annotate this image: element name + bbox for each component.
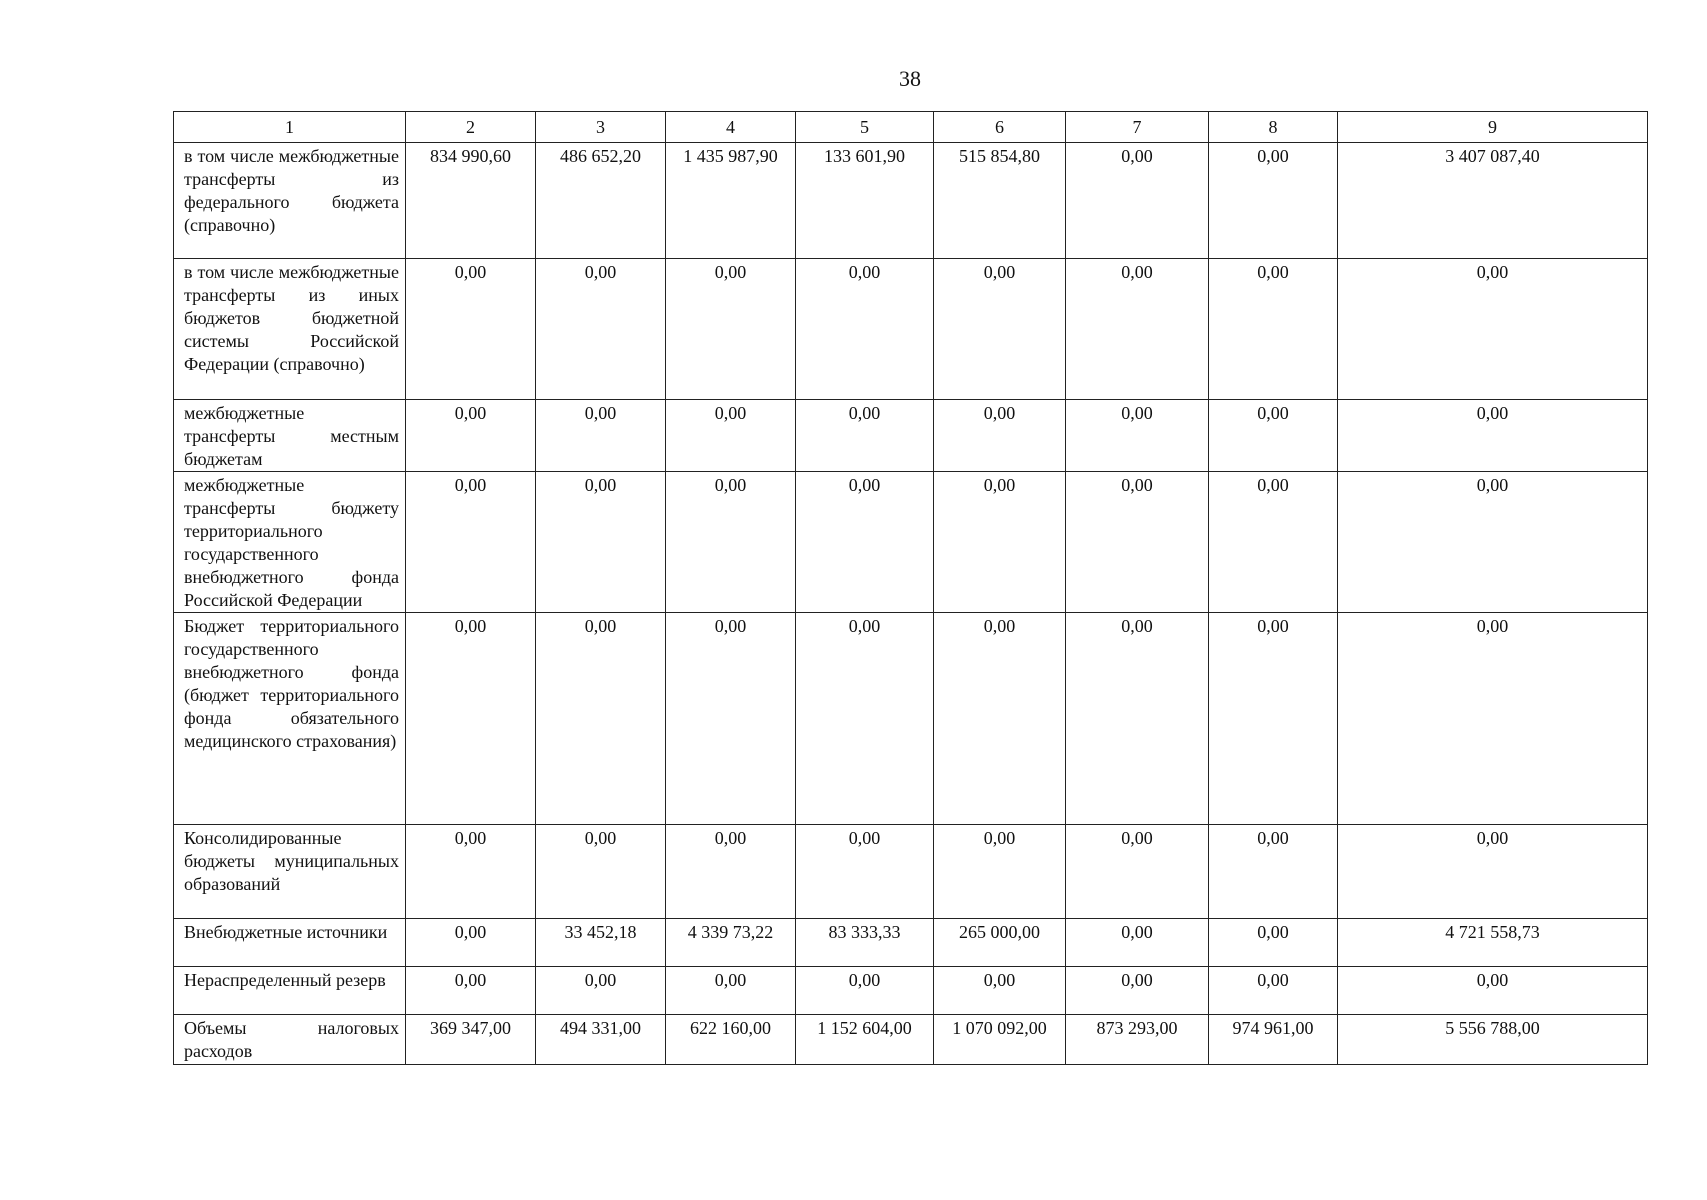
row-label: Нераспределенный резерв (174, 967, 406, 1015)
table-row (174, 613, 1648, 825)
table-cell: 0,00 (406, 613, 536, 825)
table-cell: 0,00 (1338, 472, 1648, 613)
row-label: межбюджетные трансферты бюджету территориального государственного внебюджетного фонда Российской Федерации (174, 472, 406, 613)
table-cell: 0,00 (666, 259, 796, 400)
table-cell: 0,00 (934, 967, 1066, 1015)
table-cell: 0,00 (1209, 613, 1338, 825)
table-cell: 0,00 (1338, 613, 1648, 825)
table-cell: 0,00 (666, 825, 796, 919)
table-cell: 0,00 (1066, 967, 1209, 1015)
table-cell: 0,00 (406, 472, 536, 613)
table-row (174, 1015, 1648, 1065)
table-row (174, 919, 1648, 967)
column-header: 9 (1338, 112, 1648, 143)
table-cell: 0,00 (1209, 825, 1338, 919)
table-cell: 0,00 (666, 400, 796, 472)
table-cell: 0,00 (536, 825, 666, 919)
table-cell: 0,00 (1209, 472, 1338, 613)
table-cell: 974 961,00 (1209, 1015, 1338, 1065)
table-cell: 0,00 (796, 967, 934, 1015)
table-cell: 622 160,00 (666, 1015, 796, 1065)
table-cell: 0,00 (536, 967, 666, 1015)
table-cell: 0,00 (406, 825, 536, 919)
table-cell: 0,00 (1066, 613, 1209, 825)
column-header: 5 (796, 112, 934, 143)
row-label: Внебюджетные источники (174, 919, 406, 967)
table-cell: 1 152 604,00 (796, 1015, 934, 1065)
table-cell: 0,00 (796, 259, 934, 400)
table-row (174, 400, 1648, 472)
table-cell: 0,00 (1066, 825, 1209, 919)
table-cell: 0,00 (1338, 259, 1648, 400)
table-cell: 0,00 (666, 967, 796, 1015)
table-cell: 0,00 (1066, 259, 1209, 400)
table-cell: 0,00 (1338, 400, 1648, 472)
table-cell: 0,00 (1338, 825, 1648, 919)
table-cell: 486 652,20 (536, 143, 666, 259)
table-cell: 494 331,00 (536, 1015, 666, 1065)
table-cell: 515 854,80 (934, 143, 1066, 259)
table-cell: 0,00 (406, 919, 536, 967)
table-cell: 0,00 (1209, 400, 1338, 472)
row-label: в том числе межбюджетные трансферты из федерального бюджета (справочно) (174, 143, 406, 259)
table-body (174, 143, 1648, 1065)
table-cell: 4 721 558,73 (1338, 919, 1648, 967)
row-label: в том числе межбюджетные трансферты из иных бюджетов бюджетной системы Российской Федерации (справочно) (174, 259, 406, 400)
page-number: 38 (899, 66, 921, 91)
table-cell: 33 452,18 (536, 919, 666, 967)
table-cell: 0,00 (934, 825, 1066, 919)
table-cell: 0,00 (1209, 259, 1338, 400)
table-cell: 0,00 (1066, 143, 1209, 259)
table-cell: 83 333,33 (796, 919, 934, 967)
table-cell: 0,00 (536, 472, 666, 613)
row-label: межбюджетные трансферты местным бюджетам (174, 400, 406, 472)
table-cell: 0,00 (666, 613, 796, 825)
table-cell: 0,00 (406, 259, 536, 400)
table-row (174, 143, 1648, 259)
table-cell: 4 339 73,22 (666, 919, 796, 967)
table-cell: 1 070 092,00 (934, 1015, 1066, 1065)
table-cell: 0,00 (536, 400, 666, 472)
column-header: 7 (1066, 112, 1209, 143)
table-cell: 0,00 (1209, 919, 1338, 967)
column-header: 6 (934, 112, 1066, 143)
table-cell: 1 435 987,90 (666, 143, 796, 259)
table-cell: 0,00 (1066, 919, 1209, 967)
column-header: 3 (536, 112, 666, 143)
column-header: 2 (406, 112, 536, 143)
table-cell: 0,00 (1066, 472, 1209, 613)
table-cell: 265 000,00 (934, 919, 1066, 967)
table-cell: 0,00 (406, 400, 536, 472)
table-row (174, 967, 1648, 1015)
table-row (174, 472, 1648, 613)
table-row (174, 825, 1648, 919)
table-cell: 0,00 (934, 613, 1066, 825)
row-label: Объемы налоговых расходов (174, 1015, 406, 1065)
table-cell: 3 407 087,40 (1338, 143, 1648, 259)
table-cell: 0,00 (1209, 967, 1338, 1015)
table-cell: 0,00 (536, 259, 666, 400)
column-header: 4 (666, 112, 796, 143)
table-cell: 0,00 (666, 472, 796, 613)
column-header: 8 (1209, 112, 1338, 143)
column-number-row (174, 112, 1648, 143)
table-cell: 133 601,90 (796, 143, 934, 259)
table-cell: 0,00 (934, 259, 1066, 400)
budget-table (173, 111, 1648, 1065)
table-cell: 873 293,00 (1066, 1015, 1209, 1065)
row-label: Консолидированные бюджеты муниципальных образований (174, 825, 406, 919)
table-cell: 0,00 (406, 967, 536, 1015)
table-cell: 0,00 (536, 613, 666, 825)
table-cell: 0,00 (796, 400, 934, 472)
table-cell: 0,00 (796, 472, 934, 613)
table-cell: 5 556 788,00 (1338, 1015, 1648, 1065)
table-cell: 0,00 (796, 613, 934, 825)
table-row (174, 259, 1648, 400)
table-cell: 0,00 (1066, 400, 1209, 472)
table-cell: 0,00 (1338, 967, 1648, 1015)
table-cell: 834 990,60 (406, 143, 536, 259)
table-cell: 0,00 (934, 400, 1066, 472)
table-cell: 0,00 (796, 825, 934, 919)
column-header: 1 (174, 112, 406, 143)
table-cell: 0,00 (1209, 143, 1338, 259)
table-cell: 369 347,00 (406, 1015, 536, 1065)
table-cell: 0,00 (934, 472, 1066, 613)
row-label: Бюджет территориального государственного внебюджетного фонда (бюджет территориального фонда обязательного медицинского страхования) (174, 613, 406, 825)
